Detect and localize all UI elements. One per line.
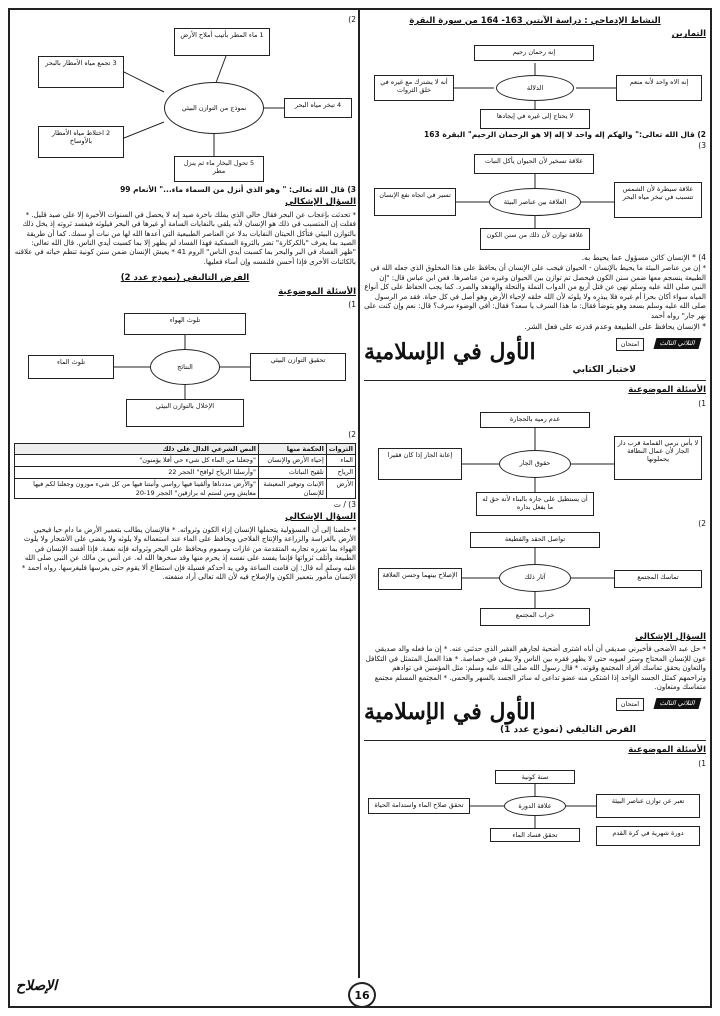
dalala-left: أنه لا يشترك مع غيره في خلق الثروات [374, 75, 454, 101]
left-q3-verse: 3) قال الله تعالى: " وهو الذي أنزل من السماء ماء..." الأنعام 99 [120, 185, 356, 195]
problem-question-title: السؤال الإشكالي [635, 631, 706, 642]
results-left: تلوث الماء [28, 355, 114, 379]
left-n2-label: 2) [348, 15, 356, 24]
left-problem-title: السؤال الإشكالي [285, 197, 356, 208]
n1-label: 1) [698, 398, 706, 408]
banner2-logo: الأول في الإسلامية [364, 699, 536, 726]
right-column [364, 14, 706, 850]
banner-written-exam [364, 336, 706, 381]
q4-paragraph-end: * الإنسان يحافظ على الطبيعة وعدم قدرته على فعل الشر. [524, 321, 706, 331]
diagram-water-cycle [364, 770, 706, 850]
effects-center: آثار ذلك [499, 564, 571, 592]
objective-questions-2-title: الأسئلة الموضوعية [628, 745, 706, 756]
left-n1-label: 1) [348, 300, 356, 310]
table-header: الثروات [326, 443, 355, 455]
env-left: تسير في اتجاه نفع الإنسان [374, 188, 456, 216]
neighbor-bottom: أن يستطيل على جاره بالبناء لأنه حق له ما يفعل بداره [476, 492, 594, 516]
neighbor-left: إعانة الجار إذا كان فقيرا [378, 448, 462, 480]
left-problem-text: * تحدثت بإعجاب عن البحر فقال خالي الذي يملك باخرة صيد إنه لا يحصل في السنوات الأخيرة إلا على صيد قليل. * فقلت إن المتسبب في ذلك هو الإنسان لأنه يلقي بالنفايات السامة أو غيرها في البحر فيلوثه فيفسد ثروته إذ يخل ذلك بالتوازن البيئي فتأكل الحيتان النفايات بدلا عن العناصر الطبيعية التي أعدها الله لها من نبات أو سمك. كما أن طريقة الصيد بما يعرف "بالكركارة" تضر بالثروة السمكية فهذا الفساد لم يظهر إلا بما كسبت أيدي الناس. قال الله تعالى: "ظهر الفساد في البر والبحر بما كسبت أيدي الناس" الروم 41 * يعيش الإنسان ضمن سنن كونية تنظم حياته في علاقته بالكائنات الأخرى فإذا أحسن فلنفسه وإن أساء فعليها. [14, 210, 356, 266]
diagram-dalala [364, 43, 706, 129]
results-bottom: الإخلال بالتوازن البيئي [126, 399, 244, 427]
env-top: علاقة تسخير لأن الحيوان يأكل النبات [474, 154, 594, 174]
water-bottom-1: تحقق فساد الماء [490, 828, 580, 842]
resources-table [14, 443, 356, 500]
left-n3-label: 3) / ت [333, 500, 356, 510]
dalala-center: الدلالة [496, 75, 574, 101]
table-cell: الأرض [326, 478, 355, 499]
balance-node-5: 5 تحول البخار ماء ثم ينزل مطر [174, 156, 264, 182]
diagram-neighbor-rights [364, 410, 706, 518]
water-center: علاقة الدورة [504, 796, 566, 816]
results-top: تلوث الهواء [124, 313, 246, 335]
table-cell: "والأرض مددناها وألقينا فيها رواسي وأنبتنا فيها من كل شيء موزون وجعلنا لكم فيها معايش ومن لستم له برازقين" الحجر 19-20 [15, 478, 259, 499]
table-cell: "وجعلنا من الماء كل شيء حي أفلا يؤمنون" [15, 455, 259, 467]
synthesis-2-title: الفرض التاليفي (نموذج عدد 2) [120, 273, 250, 284]
banner-synthesis-1 [364, 696, 706, 741]
balance-node-1: 1 ماء المطر بأتيب أملاح الأرض [174, 28, 270, 56]
neighbor-right: لا بأس برمي القمامة قرب دار الجار لأن عمال النظافة يحملونها [614, 436, 702, 480]
objective-questions-title: الأسئلة الموضوعية [628, 385, 706, 396]
banner-title: لاختبار الكتابي [572, 364, 636, 375]
table-cell: الرياح [326, 467, 355, 479]
balance-node-3: 3 تجمع مياه الأمطار بالبحر [38, 56, 124, 88]
banner2-sub: امتحان [616, 698, 644, 711]
diagram-environment [364, 152, 706, 252]
balance-center: نموذج من التوازن البيئي [164, 82, 264, 134]
table-cell: "وأرسلنا الرياح لواقح" الحجر 22 [15, 467, 259, 479]
q2-verse: 2) قال الله تعالى:" والهكم إله واحد لا إله إلا هو الرحمان الرحيم" البقرة 163 [424, 129, 706, 139]
signature-logo: الإصلاح [16, 978, 58, 994]
left-problem2-title: السؤال الإشكالي [285, 512, 356, 523]
water-top: سنة كونية [495, 770, 575, 784]
banner-sub: امتحان [616, 338, 644, 351]
table-cell: تلقيح النباتات [259, 467, 327, 479]
table-header: الحكمة منها [259, 443, 327, 455]
table-header: النص الشرعي الدال على ذلك [15, 443, 259, 455]
table-row [15, 478, 356, 499]
left-column [14, 14, 356, 584]
q4-paragraph: * إن من عناصر البيئة ما يحيط بالإنسان - الحيوان فيجب على الإنسان أن يحافظ على هذا المخلوق الذي جعله الله في الطبيعة ينسجم معها ضمن سنن الكون فيحصل تم توازن بين الحيوان وغيره من عناصرها. فعن ابن عباس قال: "إن النبي صلى الله عليه وسلم نهى عن قتل أربع من الدواب النملة والنحلة والهدهد والصرد. كما يجب الحفاظ على كل أنواع المياه سواء أكان بحرا أم غيره فلا يبذره ولا يلوثه لأن الله خلقه لإحياء الأرض وهو أصل في كل حياة. فقد مر الرسول صلى الله عليه وسلم بسعد وهو يتوضأ فقال: ما هذا السرف يا سعد؟ فقال: أفي الوضوء سرف؟ قال: نعم وإن كنت على نهر جار" رواه أحمد [364, 264, 706, 320]
water-left: تحقق صلاح الماء واستدامة الحياة [368, 798, 470, 814]
n3-label: 1) [698, 758, 706, 768]
neighbor-top: عدم رميه بالحجارة [480, 412, 590, 428]
table-cell: الماء [326, 455, 355, 467]
diagram-balance [14, 26, 356, 184]
neighbor-center: حقوق الجار [499, 450, 571, 478]
table-row [15, 467, 356, 479]
water-right: تعبر عن توازن عناصر البيئة [596, 794, 700, 818]
table-cell: إحياء الأرض والإنسان [259, 455, 327, 467]
problem-question-text: * حل عبد الأضحى فأخبرني صديقي أن أباه اشترى أضحية لجارهم الفقير الذي حدثني عنه. * إن ما فعله والد صديقي عون للإنسان المحتاج وستر لعيوبه حتى لا يظهر فقره بين الناس ولا يبقى في خصاصة. * هذا العمل المتمثل في التكافل والتعاون يحقق تماسك أفراد المجتمع وقوته. * قال رسول الله صلى الله عليه وسلم: مثل المؤمنين في توادهم وتراحمهم كمثل الجسد الواحد إذا اشتكى منه عضو تداعى له سائر الجسد بالسهر والحمى. * المجتمع المسلم مجتمع متماسك ومتعاون. [365, 645, 706, 691]
env-bottom: علاقة توازن لأن ذلك من سنن الكون [480, 228, 590, 250]
dalala-top: إنه رحمان رحيم [474, 45, 594, 61]
q4-text: 4) * الإنسان كائن مسؤول عما يحيط به. [581, 253, 706, 263]
left-problem2-text: * خلصنا إلى أن المسؤولية يتحملها الإنسان إزاء الكون وثرواته. * فالإنسان يطالب بتعمير الأرض ما دام حيا فيحيي الأرض بالغراسة والزراعة والإنتاج الفلاحي ويحافظ على الماء عند استعماله ولا يلوثه ولا يقضي على الأشجار ولا يلوث الهواء بما تفرزه تجاربه المتقدمة من غازات وسموم ويحافظ على البحر وثرواته فإنه نعمة. فإذا أفسد الإنسان في الطبيعة وأتلف ثرواتها فإنما يفسد على نفسه إذ يحرم منها وقد سخرها الله له. عن أنس بن مالك عن النبي صلى الله عليه وسلم أنه قال: إن قامت الساعة وفي يد أحدكم فسيلة فإن استطاع ألا يقوم حتى يغرسها فليغرسها. رواه أحمد * الإنسان مأمور بتعمير الكون والإصلاح فيه لأن الله تعالى أراد منفعته. [21, 525, 356, 582]
effects-left: الإصلاح بينهما وحسن العلاقة [378, 568, 462, 590]
effects-bottom: خراب المجتمع [480, 608, 590, 626]
banner2-tag: الثلاثي الثالث [654, 698, 702, 709]
balance-node-4: 4 تبخر مياه البحر [284, 98, 352, 118]
diagram-effects [364, 530, 706, 630]
banner-tag: الثلاثي الثالث [654, 338, 702, 349]
results-right: تحقيق التوازن البيئي [250, 353, 346, 381]
dalala-bottom: لا يحتاج إلى غيره في إيجادها [480, 109, 590, 129]
banner-logo: الأول في الإسلامية [364, 339, 536, 366]
n2-label: 2) [698, 518, 706, 528]
column-divider [358, 10, 360, 978]
table-row [15, 455, 356, 467]
dalala-right: إنه الاه واحد لأنه منعم [616, 75, 702, 101]
water-bottom-2: دورة شهرية في كرة القدم [596, 826, 700, 846]
results-center: النتائج [150, 349, 220, 385]
q3-label: 3) [698, 141, 706, 151]
page-number: 16 [348, 982, 376, 1008]
table-n2-label: 2) [348, 430, 356, 440]
env-center: العلاقة بين عناصر البيئة [489, 188, 581, 216]
integration-header: النشاط الإدماجي : دراسة الآيتين 163- 164 من سورة البقرة [409, 16, 661, 26]
effects-top: تواصل الحقد والقطيعة [470, 532, 600, 548]
diagram-results [14, 311, 356, 429]
left-objective-title: الأسئلة الموضوعية [278, 286, 356, 297]
banner2-title: الفرض التاليفي (نموذج عدد 1) [500, 725, 636, 736]
effects-right: تماسك المجتمع [614, 570, 702, 588]
env-right: علاقة سيطرة لأن الشمس تتسبب في تبخر مياه البحر [614, 182, 702, 218]
table-cell: الإنبات وتوفير المعيشة للإنسان [259, 478, 327, 499]
exercises-title: التمارين [671, 29, 706, 40]
balance-node-2: 2 اختلاط مياه الأمطار بالأوساخ [38, 126, 124, 158]
